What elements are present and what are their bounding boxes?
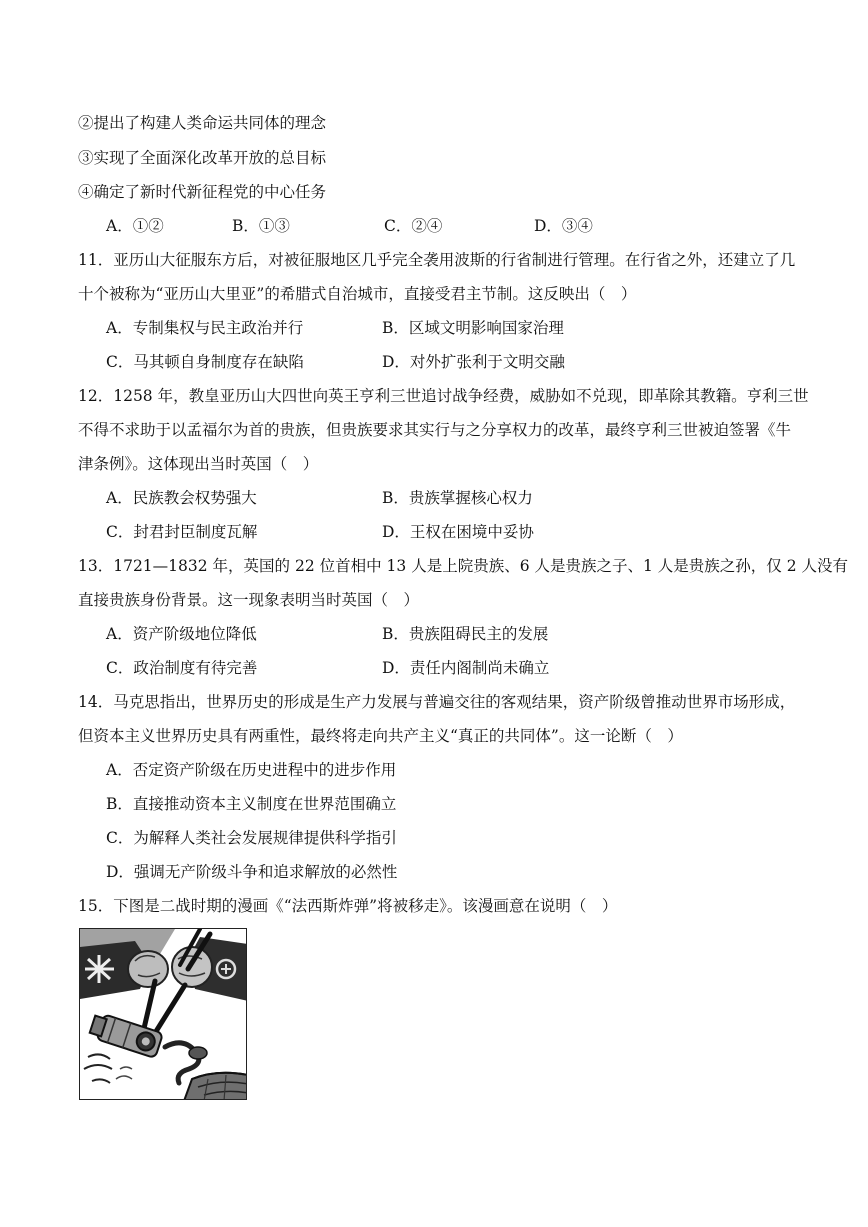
q10-item-2: ②提出了构建人类命运共同体的理念 [78,114,327,132]
q11-option-c: C．马其顿自身制度存在缺陷 [106,353,304,371]
q12-option-b: B．贵族掌握核心权力 [382,489,533,507]
q11-stem-line-2: 十个被称为“亚历山大里亚”的希腊式自治城市，直接受君主节制。这反映出（ ） [78,285,637,303]
q13-stem-line-2: 直接贵族身份背景。这一现象表明当时英国（ ） [78,591,420,609]
q10-item-4: ④确定了新时代新征程党的中心任务 [78,183,327,201]
q12-stem-line-1: 12．1258 年，教皇亚历山大四世向英王亨利三世追讨战争经费，威胁如不兑现，即革除其教籍。亨利三世 [78,387,809,405]
q13-option-d: D．责任内阁制尚未确立 [382,659,550,677]
q14-option-d: D．强调无产阶级斗争和追求解放的必然性 [106,863,398,881]
q11-option-a: A．专制集权与民主政治并行 [106,319,304,337]
q12-stem-line-2: 不得不求助于以孟福尔为首的贵族，但贵族要求其实行与之分享权力的改革，最终亨利三世被迫签署《牛 [78,421,792,439]
q10-option-a: A．①② [106,217,164,235]
q12-option-a: A．民族教会权势强大 [106,489,257,507]
q12-option-c: C．封君封臣制度瓦解 [106,523,258,541]
q11-stem-line-1: 11．亚历山大征服东方后，对被征服地区几乎完全袭用波斯的行省制进行管理。在行省之外，还建立了几 [78,251,796,269]
q13-stem-line-1: 13．1721—1832 年，英国的 22 位首相中 13 人是上院贵族、6 人是贵族之子、1 人是贵族之孙，仅 2 人没有 [78,557,848,575]
q11-option-d: D．对外扩张利于文明交融 [382,353,565,371]
cartoon-image [79,928,247,1100]
q14-option-a: A．否定资产阶级在历史进程中的进步作用 [106,761,397,779]
q14-option-b: B．直接推动资本主义制度在世界范围确立 [106,795,397,813]
q14-stem-line-1: 14．马克思指出，世界历史的形成是生产力发展与普遍交往的客观结果，资产阶级曾推动世界市场形成， [78,693,796,711]
q12-stem-line-3: 津条例》。这体现出当时英国（ ） [78,455,319,473]
q13-option-a: A．资产阶级地位降低 [106,625,257,643]
q13-option-c: C．政治制度有待完善 [106,659,258,677]
q10-option-b: B．①③ [232,217,290,235]
q13-option-b: B．贵族阻碍民主的发展 [382,625,549,643]
q15-stem-line-1: 15．下图是二战时期的漫画《“法西斯炸弹”将被移走》。该漫画意在说明（ ） [78,897,618,915]
q10-option-d: D．③④ [534,217,593,235]
q10-item-3: ③实现了全面深化改革开放的总目标 [78,149,327,167]
q10-option-c: C．②④ [384,217,443,235]
q14-stem-line-2: 但资本主义世界历史具有两重性，最终将走向共产主义“真正的共同体”。这一论断（ ） [78,727,683,745]
cartoon-drawing [80,929,247,1100]
q11-option-b: B．区域文明影响国家治理 [382,319,564,337]
q12-option-d: D．王权在困境中妥协 [382,523,534,541]
q14-option-c: C．为解释人类社会发展规律提供科学指引 [106,829,397,847]
